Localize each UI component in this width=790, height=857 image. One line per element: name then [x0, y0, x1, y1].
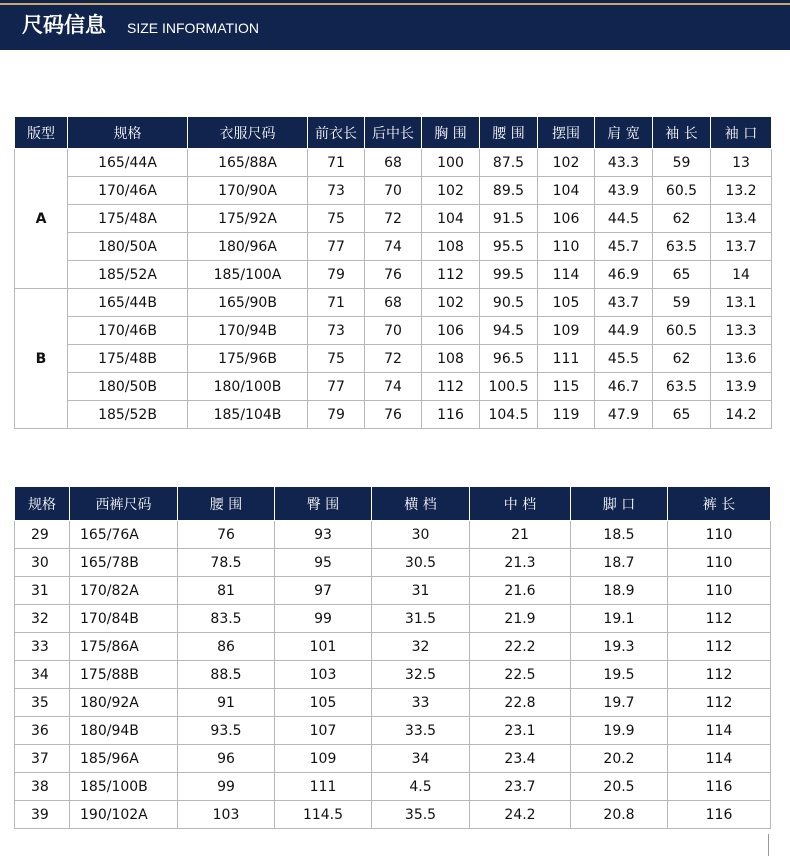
table-cell: 86 [178, 633, 275, 661]
table-cell: 73 [308, 177, 365, 205]
fit-group-label: A [15, 149, 68, 289]
table-cell: 104 [422, 205, 480, 233]
table-cell: 14 [711, 261, 772, 289]
banner-accent-line [0, 3, 790, 5]
table-row [15, 401, 772, 429]
fit-group-label: B [15, 289, 68, 429]
jacket-column-header: 前衣长 [308, 117, 365, 149]
table-cell: 19.5 [571, 661, 668, 689]
table-cell: 165/90B [188, 289, 308, 317]
table-cell: 75 [308, 205, 365, 233]
table-cell: 114.5 [275, 801, 372, 829]
table-cell: 60.5 [653, 317, 711, 345]
table-cell: 114 [668, 745, 771, 773]
table-row [15, 205, 772, 233]
table-cell: 95 [275, 549, 372, 577]
table-cell: 114 [538, 261, 595, 289]
table-cell: 33 [15, 633, 70, 661]
table-cell: 18.9 [571, 577, 668, 605]
table-cell: 185/100A [188, 261, 308, 289]
table-cell: 111 [538, 345, 595, 373]
table-cell: 107 [275, 717, 372, 745]
table-cell: 99.5 [480, 261, 538, 289]
table-cell: 116 [668, 801, 771, 829]
table-cell: 4.5 [372, 773, 470, 801]
table-cell: 29 [15, 521, 70, 549]
pants-header-row [15, 487, 771, 521]
pants-column-header: 横 档 [372, 487, 470, 521]
table-cell: 110 [668, 521, 771, 549]
table-cell: 24.2 [470, 801, 571, 829]
table-cell: 185/104B [188, 401, 308, 429]
jacket-column-header: 衣服尺码 [188, 117, 308, 149]
table-row [15, 689, 771, 717]
table-cell: 180/50B [68, 373, 188, 401]
table-cell: 103 [275, 661, 372, 689]
table-row [15, 549, 771, 577]
table-cell: 109 [538, 317, 595, 345]
table-cell: 110 [668, 549, 771, 577]
table-cell: 93.5 [178, 717, 275, 745]
table-cell: 101 [275, 633, 372, 661]
table-cell: 32.5 [372, 661, 470, 689]
table-cell: 103 [178, 801, 275, 829]
table-cell: 44.9 [595, 317, 653, 345]
table-cell: 34 [15, 661, 70, 689]
table-cell: 13 [711, 149, 772, 177]
table-cell: 65 [653, 261, 711, 289]
table-cell: 108 [422, 233, 480, 261]
table-cell: 38 [15, 773, 70, 801]
table-cell: 23.7 [470, 773, 571, 801]
jacket-size-table [14, 116, 772, 429]
table-cell: 13.1 [711, 289, 772, 317]
pants-column-header: 臀 围 [275, 487, 372, 521]
table-cell: 119 [538, 401, 595, 429]
table-cell: 170/90A [188, 177, 308, 205]
table-cell: 43.3 [595, 149, 653, 177]
table-row [15, 521, 771, 549]
table-cell: 33.5 [372, 717, 470, 745]
table-cell: 104 [538, 177, 595, 205]
table-cell: 21.9 [470, 605, 571, 633]
table-cell: 100 [422, 149, 480, 177]
table-cell: 71 [308, 289, 365, 317]
table-cell: 63.5 [653, 233, 711, 261]
table-cell: 34 [372, 745, 470, 773]
table-cell: 170/46A [68, 177, 188, 205]
table-cell: 35.5 [372, 801, 470, 829]
table-cell: 59 [653, 289, 711, 317]
table-cell: 170/82A [70, 577, 178, 605]
table-cell: 62 [653, 345, 711, 373]
table-cell: 37 [15, 745, 70, 773]
table-cell: 32 [372, 633, 470, 661]
table-cell: 76 [365, 401, 422, 429]
table-cell: 112 [668, 689, 771, 717]
pants-size-table [14, 486, 771, 829]
table-cell: 100.5 [480, 373, 538, 401]
table-cell: 30 [15, 549, 70, 577]
table-cell: 21.3 [470, 549, 571, 577]
table-cell: 170/84B [70, 605, 178, 633]
table-cell: 96 [178, 745, 275, 773]
table-cell: 62 [653, 205, 711, 233]
table-cell: 185/96A [70, 745, 178, 773]
table-cell: 45.7 [595, 233, 653, 261]
table-row [15, 177, 772, 205]
table-cell: 45.5 [595, 345, 653, 373]
table-cell: 18.7 [571, 549, 668, 577]
table-cell: 102 [422, 289, 480, 317]
table-cell: 185/100B [70, 773, 178, 801]
table-cell: 36 [15, 717, 70, 745]
table-cell: 14.2 [711, 401, 772, 429]
table-cell: 165/76A [70, 521, 178, 549]
jacket-column-header: 规格 [68, 117, 188, 149]
table-cell: 31.5 [372, 605, 470, 633]
table-cell: 165/44A [68, 149, 188, 177]
table-cell: 77 [308, 233, 365, 261]
table-cell: 175/48B [68, 345, 188, 373]
table-cell: 76 [178, 521, 275, 549]
table-cell: 46.7 [595, 373, 653, 401]
table-cell: 19.1 [571, 605, 668, 633]
table-cell: 22.2 [470, 633, 571, 661]
table-cell: 190/102A [70, 801, 178, 829]
table-cell: 74 [365, 373, 422, 401]
table-cell: 97 [275, 577, 372, 605]
pants-column-header: 西裤尺码 [70, 487, 178, 521]
table-cell: 13.2 [711, 177, 772, 205]
jacket-column-header: 后中长 [365, 117, 422, 149]
table-cell: 112 [668, 605, 771, 633]
table-cell: 110 [668, 577, 771, 605]
table-cell: 59 [653, 149, 711, 177]
table-cell: 93 [275, 521, 372, 549]
table-cell: 31 [372, 577, 470, 605]
table-cell: 105 [275, 689, 372, 717]
table-row [15, 149, 772, 177]
pants-column-header: 中 档 [470, 487, 571, 521]
table-cell: 91.5 [480, 205, 538, 233]
table-cell: 112 [422, 261, 480, 289]
table-cell: 99 [275, 605, 372, 633]
table-cell: 165/88A [188, 149, 308, 177]
table-cell: 72 [365, 345, 422, 373]
table-cell: 170/94B [188, 317, 308, 345]
table-cell: 106 [538, 205, 595, 233]
table-cell: 90.5 [480, 289, 538, 317]
table-cell: 106 [422, 317, 480, 345]
table-cell: 73 [308, 317, 365, 345]
table-cell: 105 [538, 289, 595, 317]
table-cell: 88.5 [178, 661, 275, 689]
table-cell: 65 [653, 401, 711, 429]
table-row [15, 289, 772, 317]
table-cell: 70 [365, 177, 422, 205]
table-cell: 47.9 [595, 401, 653, 429]
table-cell: 75 [308, 345, 365, 373]
pants-column-header: 腰 围 [178, 487, 275, 521]
table-cell: 112 [422, 373, 480, 401]
table-row [15, 233, 772, 261]
table-cell: 74 [365, 233, 422, 261]
table-cell: 46.9 [595, 261, 653, 289]
table-cell: 109 [275, 745, 372, 773]
table-cell: 116 [668, 773, 771, 801]
table-cell: 115 [538, 373, 595, 401]
table-cell: 21.6 [470, 577, 571, 605]
table-cell: 19.9 [571, 717, 668, 745]
table-cell: 78.5 [178, 549, 275, 577]
table-cell: 114 [668, 717, 771, 745]
table-cell: 71 [308, 149, 365, 177]
table-cell: 32 [15, 605, 70, 633]
table-cell: 22.8 [470, 689, 571, 717]
table-cell: 44.5 [595, 205, 653, 233]
table-cell: 30.5 [372, 549, 470, 577]
table-cell: 96.5 [480, 345, 538, 373]
table-cell: 68 [365, 149, 422, 177]
table-cell: 70 [365, 317, 422, 345]
table-cell: 81 [178, 577, 275, 605]
table-cell: 13.7 [711, 233, 772, 261]
table-cell: 108 [422, 345, 480, 373]
table-cell: 89.5 [480, 177, 538, 205]
table-cell: 13.6 [711, 345, 772, 373]
jacket-column-header: 胸 围 [422, 117, 480, 149]
table-cell: 23.1 [470, 717, 571, 745]
table-cell: 22.5 [470, 661, 571, 689]
jacket-column-header: 袖 口 [711, 117, 772, 149]
table-cell: 31 [15, 577, 70, 605]
table-cell: 19.7 [571, 689, 668, 717]
jacket-column-header: 肩 宽 [595, 117, 653, 149]
table-cell: 63.5 [653, 373, 711, 401]
table-cell: 180/100B [188, 373, 308, 401]
pants-column-header: 脚 口 [571, 487, 668, 521]
table-cell: 13.9 [711, 373, 772, 401]
table-cell: 102 [538, 149, 595, 177]
table-cell: 20.8 [571, 801, 668, 829]
table-cell: 180/96A [188, 233, 308, 261]
table-cell: 79 [308, 261, 365, 289]
table-cell: 43.7 [595, 289, 653, 317]
table-cell: 35 [15, 689, 70, 717]
jacket-column-header: 版型 [15, 117, 68, 149]
table-row [15, 661, 771, 689]
table-cell: 13.3 [711, 317, 772, 345]
table-cell: 21 [470, 521, 571, 549]
table-row [15, 577, 771, 605]
jacket-column-header: 摆围 [538, 117, 595, 149]
table-cell: 175/96B [188, 345, 308, 373]
table-row [15, 345, 772, 373]
table-cell: 20.2 [571, 745, 668, 773]
table-cell: 23.4 [470, 745, 571, 773]
table-cell: 68 [365, 289, 422, 317]
table-row [15, 633, 771, 661]
table-cell: 77 [308, 373, 365, 401]
table-row [15, 773, 771, 801]
table-cell: 116 [422, 401, 480, 429]
table-cell: 185/52A [68, 261, 188, 289]
table-row [15, 605, 771, 633]
table-cell: 175/86A [70, 633, 178, 661]
banner-subtitle: SIZE INFORMATION [127, 20, 259, 36]
table-cell: 175/88B [70, 661, 178, 689]
table-cell: 87.5 [480, 149, 538, 177]
banner-title: 尺码信息 [22, 13, 106, 37]
pants-column-header: 规格 [15, 487, 70, 521]
table-row [15, 373, 772, 401]
table-cell: 165/44B [68, 289, 188, 317]
table-cell: 18.5 [571, 521, 668, 549]
table-cell: 110 [538, 233, 595, 261]
pants-column-header: 裤 长 [668, 487, 771, 521]
table-cell: 185/52B [68, 401, 188, 429]
page-edge-mark [768, 834, 769, 856]
table-cell: 112 [668, 633, 771, 661]
table-cell: 13.4 [711, 205, 772, 233]
table-cell: 170/46B [68, 317, 188, 345]
table-cell: 83.5 [178, 605, 275, 633]
table-row [15, 261, 772, 289]
table-cell: 102 [422, 177, 480, 205]
table-cell: 99 [178, 773, 275, 801]
table-cell: 91 [178, 689, 275, 717]
table-cell: 94.5 [480, 317, 538, 345]
table-row [15, 745, 771, 773]
table-row [15, 317, 772, 345]
jacket-header-row [15, 117, 772, 149]
table-cell: 43.9 [595, 177, 653, 205]
table-cell: 39 [15, 801, 70, 829]
table-cell: 180/94B [70, 717, 178, 745]
table-cell: 60.5 [653, 177, 711, 205]
table-cell: 180/92A [70, 689, 178, 717]
table-cell: 175/92A [188, 205, 308, 233]
table-cell: 104.5 [480, 401, 538, 429]
table-cell: 165/78B [70, 549, 178, 577]
table-cell: 180/50A [68, 233, 188, 261]
table-cell: 33 [372, 689, 470, 717]
table-row [15, 717, 771, 745]
table-cell: 76 [365, 261, 422, 289]
table-cell: 79 [308, 401, 365, 429]
table-cell: 20.5 [571, 773, 668, 801]
table-cell: 95.5 [480, 233, 538, 261]
table-row [15, 801, 771, 829]
table-cell: 175/48A [68, 205, 188, 233]
table-cell: 112 [668, 661, 771, 689]
jacket-column-header: 腰 围 [480, 117, 538, 149]
table-cell: 30 [372, 521, 470, 549]
table-cell: 19.3 [571, 633, 668, 661]
title-banner [0, 0, 790, 50]
table-cell: 72 [365, 205, 422, 233]
table-cell: 111 [275, 773, 372, 801]
jacket-column-header: 袖 长 [653, 117, 711, 149]
